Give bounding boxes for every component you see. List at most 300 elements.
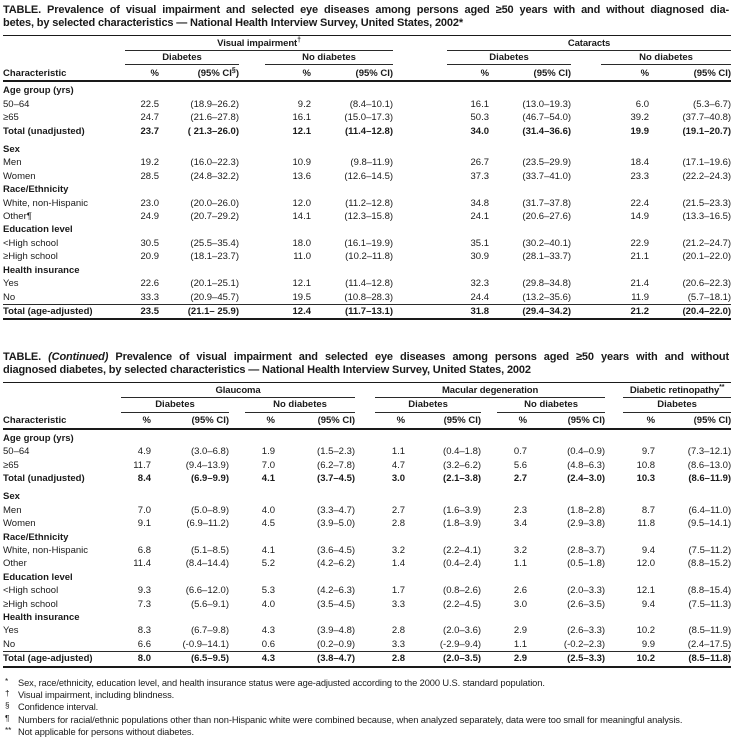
group-header-row (3, 36, 731, 51)
column-gap (605, 412, 623, 429)
table-row (3, 291, 731, 305)
section-row (3, 81, 731, 97)
pct-header: % (447, 65, 489, 82)
table-row (3, 98, 731, 111)
pct-value: 3.3 (391, 598, 406, 610)
row-label: Total (age-adjusted) (3, 652, 121, 667)
pct-value: 35.1 (470, 237, 490, 249)
empty-cell (3, 51, 125, 65)
ci-header: (95% CI) (489, 65, 571, 82)
table1-title (3, 4, 729, 30)
ci-value: (12.6–14.5) (344, 170, 394, 182)
ci-value: (2.0–3.3) (567, 585, 606, 597)
column-gap (481, 598, 497, 611)
section-label: Health insurance (3, 612, 80, 623)
ci-value: (2.4–17.5) (687, 638, 732, 650)
column-gap (239, 65, 265, 82)
col-group-glaucoma: Glaucoma (121, 383, 355, 398)
column-gap (393, 170, 447, 183)
ci-value: (29.8–34.8) (522, 278, 572, 290)
column-gap (481, 412, 497, 429)
table-row (3, 445, 731, 458)
ci-value: (8.4–14.4) (185, 558, 229, 570)
subcol-cat-diabetes: Diabetes (447, 51, 571, 65)
column-gap (393, 277, 447, 290)
ci-value: (7.3–12.1) (687, 446, 732, 458)
pct-value: 3.2 (391, 544, 406, 556)
subcol-cat-no-diabetes: No diabetes (601, 51, 731, 65)
pct-header: % (623, 412, 655, 429)
section-footnote-mark: § (231, 66, 236, 74)
pct-value: 5.2 (261, 558, 275, 570)
pct-value: 22.5 (140, 98, 159, 110)
ci-value: (0.4–1.8) (443, 446, 482, 458)
pct-value: 19.5 (292, 291, 311, 303)
ci-value: (21.6–27.8) (190, 112, 239, 124)
ci-value: (11.4–12.8) (345, 278, 394, 290)
ci-value: (6.9–9.9) (190, 472, 229, 484)
ci-value: (17.1–19.6) (682, 157, 732, 169)
row-label: Yes (3, 625, 19, 637)
column-gap (605, 652, 623, 667)
pct-value: 18.0 (292, 237, 311, 249)
ci-value: (33.7–41.0) (522, 170, 572, 182)
row-label: Other (3, 558, 27, 570)
column-gap (481, 472, 497, 485)
ci-value: (16.1–19.9) (344, 237, 394, 249)
table-row (3, 210, 731, 223)
section-row (3, 490, 731, 503)
pct-header: % (265, 65, 311, 82)
pct-value: 50.3 (470, 112, 490, 124)
column-gap (481, 652, 497, 667)
ci-value: (20.4–22.0) (649, 304, 731, 319)
table-row (3, 584, 731, 597)
column-gap (393, 36, 447, 51)
ci-value: (2.5–3.3) (527, 652, 605, 667)
pct-header: % (125, 65, 159, 82)
ci-value: (20.9–45.7) (190, 291, 239, 303)
pct-value: 2.3 (513, 504, 528, 516)
row-label: Yes (3, 278, 19, 290)
column-gap (605, 472, 623, 485)
pct-value: 14.9 (630, 211, 650, 223)
pct-value: 9.9 (641, 638, 656, 650)
section-label: Health insurance (3, 264, 80, 276)
col-group-diabetic-retinopathy: Diabetic retinopathy** (623, 383, 731, 398)
row-label: <High school (3, 237, 59, 249)
column-gap (393, 304, 447, 319)
total-row (3, 652, 731, 667)
column-gap (605, 557, 623, 570)
row-label: ≥High school (3, 251, 58, 263)
pct-value: 12.1 (292, 278, 311, 290)
table-row (3, 624, 731, 637)
pct-value: 3.0 (391, 472, 406, 484)
footnote-text: Visual impairment, including blindness. (18, 690, 175, 701)
ci-value: (20.1–25.1) (190, 278, 239, 290)
column-gap (355, 445, 375, 458)
pct-value: 4.1 (261, 544, 275, 556)
ci-value: (3.3–4.7) (317, 504, 356, 516)
ci-value: (29.4–34.2) (489, 304, 571, 319)
pct-value: 3.2 (513, 544, 528, 556)
ci-value: (11.2–12.8) (345, 197, 394, 209)
ci-value: (15.0–17.3) (344, 112, 394, 124)
row-label: No (3, 291, 16, 303)
footnote-marker: § (5, 701, 10, 711)
column-gap (571, 98, 601, 111)
pct-value: 9.1 (137, 518, 151, 530)
pct-value: 19.9 (630, 125, 650, 137)
ci-header: (95% CI) (151, 412, 229, 429)
pct-value: 11.0 (293, 251, 311, 263)
section-row (3, 143, 731, 156)
pct-value: 8.4 (137, 472, 151, 484)
pct-value: 5.3 (261, 585, 275, 597)
section-label: Education level (3, 224, 73, 236)
pct-value: 4.9 (137, 446, 151, 458)
column-gap (355, 557, 375, 570)
pct-value: 1.1 (513, 638, 528, 650)
pct-value: 0.6 (261, 638, 275, 650)
pct-header: % (497, 412, 527, 429)
ci-value: (3.7–4.5) (317, 472, 356, 484)
pct-value: 8.3 (137, 625, 151, 637)
column-gap (605, 584, 623, 597)
pct-value: 19.2 (140, 157, 159, 169)
footnote-marker: † (5, 689, 10, 699)
ci-header: (95% CI) (405, 412, 481, 429)
column-header-row (3, 412, 731, 429)
ci-value: (-2.9–9.4) (439, 638, 482, 650)
ci-value: (13.2–35.6) (522, 291, 572, 303)
pct-value: 1.1 (391, 446, 406, 458)
pct-value: 21.1 (630, 251, 650, 263)
ci-value: (16.0–22.3) (190, 157, 239, 169)
ci-header: (95% CI§) (159, 65, 239, 82)
pct-value: 9.2 (297, 98, 311, 110)
col-group-macular-degeneration: Macular degeneration (375, 383, 605, 398)
pct-value: 7.0 (261, 459, 275, 471)
pct-value: 22.9 (630, 237, 650, 249)
pct-value: 10.2 (623, 652, 655, 667)
table-row (3, 250, 731, 263)
table-row (3, 277, 731, 290)
row-label: ≥High school (3, 598, 58, 610)
ci-value: (0.8–2.6) (443, 585, 482, 597)
section-row (3, 531, 731, 544)
pct-value: 4.3 (245, 652, 275, 667)
column-gap (239, 304, 265, 319)
column-gap (481, 445, 497, 458)
ci-value: (6.6–12.0) (185, 585, 229, 597)
ci-value: (2.0–3.6) (443, 625, 482, 637)
pct-value: 30.9 (470, 251, 490, 263)
ci-value: (1.5–2.3) (317, 446, 356, 458)
ci-value: (2.2–4.5) (443, 598, 482, 610)
table-row (3, 459, 731, 472)
pct-value: 10.8 (636, 459, 656, 471)
pct-value: 2.8 (391, 518, 406, 530)
pct-value: 9.4 (641, 544, 656, 556)
row-label: White, non-Hispanic (3, 197, 89, 209)
pct-value: 11.8 (637, 518, 656, 530)
column-gap (481, 504, 497, 517)
ci-value: (3.8–4.7) (275, 652, 355, 667)
empty-corner (3, 36, 125, 51)
row-label: Women (3, 170, 36, 182)
ci-value: (19.1–20.7) (682, 125, 732, 137)
footnote-text: Sex, race/ethnicity, education level, and health insurance status were age-adjusted according to the 2000 U.S. standard population. (18, 677, 545, 688)
ci-value: (8.6–13.0) (687, 459, 732, 471)
pct-value: 2.8 (391, 625, 406, 637)
footnote (3, 701, 729, 713)
ci-value: (18.1–23.7) (190, 251, 239, 263)
ci-value: (8.8–15.2) (687, 558, 732, 570)
ci-value: (1.6–3.9) (443, 504, 482, 516)
ci-value: (0.2–0.9) (317, 638, 356, 650)
column-gap (239, 197, 265, 210)
column-gap (229, 412, 245, 429)
table-row (3, 197, 731, 210)
ci-value: (0.4–2.4) (443, 558, 482, 570)
pct-value: 3.0 (513, 598, 528, 610)
ci-value: (2.6–3.5) (567, 598, 606, 610)
row-label: Men (3, 157, 22, 169)
column-gap (481, 398, 497, 412)
column-gap (605, 398, 623, 412)
table-row (3, 504, 731, 517)
total-row (3, 125, 731, 138)
ci-value: (12.3–15.8) (344, 211, 394, 223)
pct-value: 9.7 (641, 446, 656, 458)
row-label: Men (3, 504, 22, 516)
ci-value: (9.5–14.1) (687, 518, 732, 530)
ci-value: (8.8–15.4) (687, 585, 732, 597)
table1-title-line2: betes, by selected characteristics — National Health Interview Survey, United States, 2002* (3, 17, 463, 29)
row-label: <High school (3, 585, 59, 597)
ci-value: (4.2–6.2) (317, 558, 356, 570)
column-gap (229, 504, 245, 517)
pct-header: % (601, 65, 649, 82)
col-group-visual-impairment: Visual impairment† (125, 36, 393, 51)
column-gap (229, 472, 245, 485)
ci-value: (18.9–26.2) (190, 98, 239, 110)
ci-value: (-0.9–14.1) (182, 638, 229, 650)
ci-value: (24.8–32.2) (190, 170, 239, 182)
pct-value: 30.5 (140, 237, 159, 249)
footnote-marker: ** (5, 726, 12, 736)
pct-value: 1.7 (391, 585, 406, 597)
section-label: Sex (3, 144, 20, 156)
pct-value: 5.6 (513, 459, 528, 471)
ci-value: (6.9–11.2) (186, 518, 229, 530)
pct-value: 3.4 (513, 518, 528, 530)
ci-value: (0.5–1.8) (567, 558, 606, 570)
column-gap (355, 472, 375, 485)
ci-value: (9.8–11.9) (350, 157, 394, 169)
ci-value: (1.8–3.9) (443, 518, 482, 530)
pct-value: 34.8 (470, 197, 490, 209)
column-gap (229, 517, 245, 530)
column-gap (239, 291, 265, 305)
pct-value: 16.1 (470, 98, 490, 110)
column-gap (229, 445, 245, 458)
table-row (3, 237, 731, 250)
column-gap (393, 210, 447, 223)
ci-value: (1.8–2.8) (567, 504, 606, 516)
column-gap (239, 237, 265, 250)
footnote (3, 689, 729, 701)
column-gap (355, 652, 375, 667)
ci-value: (28.1–33.7) (522, 251, 572, 263)
pct-value: 1.1 (513, 558, 528, 570)
ci-value: (3.6–4.5) (317, 544, 356, 556)
pct-value: 2.8 (375, 652, 405, 667)
row-label: ≥65 (3, 112, 19, 124)
section-row (3, 611, 731, 624)
pct-value: 8.7 (641, 504, 656, 516)
subcol-glaucoma-diabetes: Diabetes (121, 398, 229, 412)
column-gap (481, 584, 497, 597)
pct-value: 10.9 (292, 157, 311, 169)
column-gap (481, 544, 497, 557)
ci-value: (11.4–12.8) (344, 125, 394, 137)
ci-value: (23.5–29.9) (522, 157, 572, 169)
column-gap (393, 291, 447, 305)
column-gap (481, 624, 497, 637)
footnote (3, 726, 729, 738)
pct-value: 10.2 (636, 625, 656, 637)
ci-value: (2.4–3.0) (567, 472, 606, 484)
ci-value: (21.5–23.3) (682, 197, 732, 209)
pct-value: 24.4 (470, 291, 490, 303)
pct-value: 9.3 (137, 585, 151, 597)
ci-value: (13.3–16.5) (682, 211, 732, 223)
pct-value: 23.3 (630, 170, 650, 182)
subgroup-header-row (3, 51, 731, 65)
pct-value: 32.3 (470, 278, 490, 290)
footnote (3, 677, 729, 689)
footnote-text: Not applicable for persons without diabetes. (18, 727, 194, 738)
pct-value: 24.7 (140, 112, 159, 124)
column-gap (355, 624, 375, 637)
ci-value: (31.4–36.6) (522, 125, 572, 137)
pct-header: % (121, 412, 151, 429)
column-gap (393, 237, 447, 250)
column-gap (571, 304, 601, 319)
pct-value: 11.7 (133, 459, 151, 471)
pct-value: 4.5 (261, 518, 275, 530)
footnote (3, 714, 729, 726)
column-gap (229, 459, 245, 472)
ci-value: (4.8–6.3) (567, 459, 606, 471)
pct-value: 6.6 (137, 638, 151, 650)
pct-value: 13.6 (292, 170, 311, 182)
row-label: 50–64 (3, 98, 30, 110)
ci-value: (3.0–6.8) (190, 446, 229, 458)
column-gap (355, 638, 375, 652)
ci-value: (6.2–7.8) (317, 459, 356, 471)
subcol-vi-no-diabetes: No diabetes (265, 51, 393, 65)
pct-value: 20.9 (140, 251, 159, 263)
pct-value: 1.4 (391, 558, 406, 570)
subgroup-header-row (3, 398, 731, 412)
column-gap (393, 98, 447, 111)
ci-header: (95% CI) (655, 412, 731, 429)
pct-value: 11.4 (133, 558, 151, 570)
section-label: Education level (3, 571, 73, 583)
ci-value: (22.2–24.3) (682, 170, 732, 182)
pct-value: 2.9 (497, 652, 527, 667)
empty-cell (3, 398, 121, 412)
column-gap (229, 652, 245, 667)
pct-value: 3.3 (391, 638, 406, 650)
row-label: Women (3, 518, 36, 530)
table1-title-line1: TABLE. Prevalence of visual impairment and selected eye diseases among persons aged ≥50 years with and without diagnosed dia- (3, 4, 729, 16)
row-label: Total (unadjusted) (3, 472, 85, 484)
pct-value: 4.1 (261, 472, 275, 484)
dagger-footnote-mark: † (297, 36, 301, 44)
table-row (3, 557, 731, 570)
column-gap (571, 237, 601, 250)
pct-value: 7.3 (137, 598, 151, 610)
section-label: Age group (yrs) (3, 85, 74, 97)
table-row (3, 517, 731, 530)
column-gap (605, 445, 623, 458)
section-row (3, 183, 731, 196)
column-gap (605, 517, 623, 530)
pct-value: 10.3 (636, 472, 656, 484)
pct-value: 2.9 (513, 625, 528, 637)
pct-value: 12.0 (292, 197, 311, 209)
column-gap (571, 111, 601, 124)
row-label: No (3, 638, 16, 650)
column-gap (571, 65, 601, 82)
pct-value: 6.8 (137, 544, 151, 556)
footnote-text: Confidence interval. (18, 702, 99, 713)
column-gap (229, 557, 245, 570)
pct-value: 4.0 (261, 598, 275, 610)
ci-value: (6.5–9.5) (151, 652, 229, 667)
characteristic-header: Characteristic (3, 412, 121, 429)
ci-value: (3.5–4.5) (317, 598, 356, 610)
ci-header: (95% CI) (311, 65, 393, 82)
column-gap (355, 398, 375, 412)
column-gap (481, 459, 497, 472)
col-group-cataracts: Cataracts (447, 36, 731, 51)
column-gap (605, 544, 623, 557)
ci-value: (20.6–27.6) (522, 211, 572, 223)
table2-title-line2: diagnosed diabetes, by selected characteristics — National Health Interview Survey, United States, 2002 (3, 364, 531, 377)
column-gap (239, 250, 265, 263)
ci-value: (11.7–13.1) (311, 304, 393, 319)
subcol-glaucoma-no-diabetes: No diabetes (245, 398, 355, 412)
ci-value: (31.7–37.8) (522, 197, 572, 209)
row-label: Total (unadjusted) (3, 125, 85, 137)
footnotes (3, 677, 729, 739)
ci-value: (6.4–11.0) (688, 504, 732, 516)
ci-value: (5.1–8.5) (190, 544, 229, 556)
pct-value: 12.0 (636, 558, 656, 570)
pct-header: % (375, 412, 405, 429)
ci-value: (21.1– 25.9) (159, 304, 239, 319)
column-gap (239, 210, 265, 223)
ci-value: (10.2–11.8) (345, 251, 394, 263)
ci-value: (30.2–40.1) (522, 237, 572, 249)
column-gap (355, 517, 375, 530)
